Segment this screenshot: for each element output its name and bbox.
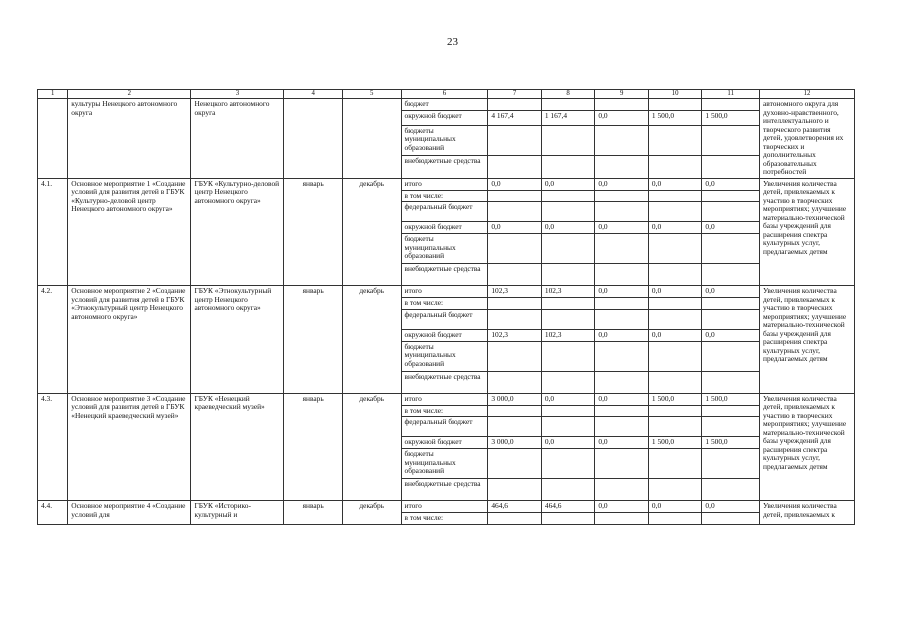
end-month: декабрь	[342, 286, 401, 394]
funding-value	[488, 309, 542, 329]
column-number-header: 8	[541, 90, 595, 99]
activity-number	[38, 99, 68, 179]
funding-value	[648, 417, 702, 437]
column-number-header: 6	[401, 90, 488, 99]
funding-value	[702, 125, 760, 156]
funding-source-label: бюджет	[401, 99, 488, 111]
funding-value	[702, 190, 760, 202]
funding-value: 0,0	[488, 178, 542, 190]
funding-value	[488, 125, 542, 156]
funding-value	[595, 513, 649, 525]
funding-value	[702, 156, 760, 178]
funding-value: 0,0	[648, 329, 702, 341]
funding-value	[488, 99, 542, 111]
funding-value: 3 000,0	[488, 393, 542, 405]
funding-value: 0,0	[595, 286, 649, 298]
table-row	[38, 393, 855, 405]
funding-value: 0,0	[702, 222, 760, 234]
funding-value	[702, 479, 760, 501]
start-month: январь	[284, 393, 343, 501]
funding-source-label: итого	[401, 501, 488, 513]
funding-value: 0,0	[702, 286, 760, 298]
funding-value	[595, 202, 649, 222]
start-month: январь	[284, 501, 343, 525]
executor: Ненецкого автономного округа	[191, 99, 284, 179]
funding-source-label: в том числе:	[401, 513, 488, 525]
end-month	[342, 99, 401, 179]
funding-value	[595, 371, 649, 393]
funding-value	[541, 341, 595, 371]
funding-value: 4 167,4	[488, 111, 542, 125]
funding-value	[702, 449, 760, 479]
funding-value	[595, 479, 649, 501]
funding-value	[648, 190, 702, 202]
start-month: январь	[284, 286, 343, 394]
funding-value	[488, 449, 542, 479]
activity-number: 4.3.	[38, 393, 68, 501]
funding-value	[648, 234, 702, 264]
funding-source-label: бюджеты муниципальных образований	[401, 125, 488, 156]
funding-value: 3 000,0	[488, 437, 542, 449]
funding-value	[648, 405, 702, 417]
funding-value: 0,0	[648, 178, 702, 190]
funding-value	[595, 234, 649, 264]
funding-value: 0,0	[648, 286, 702, 298]
funding-value: 102,3	[488, 329, 542, 341]
funding-source-label: бюджеты муниципальных образований	[401, 449, 488, 479]
funding-value	[488, 298, 542, 310]
funding-value: 0,0	[595, 111, 649, 125]
funding-value	[541, 298, 595, 310]
funding-value	[648, 479, 702, 501]
funding-value	[702, 309, 760, 329]
table-row	[38, 178, 855, 190]
funding-source-label: внебюджетные средства	[401, 371, 488, 393]
funding-value	[702, 202, 760, 222]
executor: ГБУК «Культурно-деловой центр Ненецкого автономного округа»	[191, 178, 284, 286]
funding-source-label: федеральный бюджет	[401, 202, 488, 222]
funding-value	[702, 513, 760, 525]
funding-source-label: итого	[401, 178, 488, 190]
executor: ГБУК «Ненецкий краеведческий музей»	[191, 393, 284, 501]
funding-value: 1 500,0	[648, 437, 702, 449]
funding-source-label: федеральный бюджет	[401, 417, 488, 437]
funding-value	[702, 341, 760, 371]
expected-result: автономного округа для духовно-нравственного, интеллектуального и творческого развития детей, удовлетворения их творческих и дополнительных образовательных потребностей	[759, 99, 854, 179]
funding-value: 0,0	[648, 501, 702, 513]
funding-value: 1 500,0	[702, 437, 760, 449]
funding-source-label: внебюджетные средства	[401, 264, 488, 286]
column-number-header: 11	[702, 90, 760, 99]
start-month: январь	[284, 178, 343, 286]
funding-value	[488, 513, 542, 525]
executor: ГБУК «Этнокультурный центр Ненецкого автономного округа»	[191, 286, 284, 394]
activity-number: 4.1.	[38, 178, 68, 286]
funding-value	[595, 449, 649, 479]
end-month: декабрь	[342, 393, 401, 501]
funding-value	[648, 264, 702, 286]
column-number-header: 7	[488, 90, 542, 99]
funding-value: 0,0	[595, 329, 649, 341]
funding-value	[648, 99, 702, 111]
activity-number: 4.2.	[38, 286, 68, 394]
funding-source-label: бюджеты муниципальных образований	[401, 234, 488, 264]
expected-result: Увеличения количества детей, привлекаемых к участию в творческих мероприятиях; улучшение материально-технической базы учреждений для расширения спектра культурных услуг, предлагаемых детям	[759, 178, 854, 286]
funding-value	[702, 417, 760, 437]
funding-value	[702, 99, 760, 111]
funding-value	[541, 513, 595, 525]
funding-source-label: итого	[401, 286, 488, 298]
funding-source-label: в том числе:	[401, 298, 488, 310]
funding-value: 1 500,0	[702, 111, 760, 125]
funding-value: 0,0	[595, 437, 649, 449]
funding-value	[702, 371, 760, 393]
funding-value	[702, 264, 760, 286]
funding-value: 1 500,0	[702, 393, 760, 405]
funding-value	[595, 417, 649, 437]
funding-source-label: в том числе:	[401, 190, 488, 202]
funding-value	[541, 202, 595, 222]
funding-value: 464,6	[541, 501, 595, 513]
page-number: 23	[447, 36, 458, 48]
end-month: декабрь	[342, 178, 401, 286]
funding-value: 0,0	[488, 222, 542, 234]
funding-value	[488, 234, 542, 264]
funding-value: 0,0	[702, 178, 760, 190]
funding-value	[648, 371, 702, 393]
funding-value	[541, 405, 595, 417]
column-number-header: 5	[342, 90, 401, 99]
funding-value	[648, 298, 702, 310]
funding-value	[488, 190, 542, 202]
funding-value	[488, 202, 542, 222]
funding-value	[648, 202, 702, 222]
funding-value	[488, 479, 542, 501]
funding-source-label: бюджеты муниципальных образований	[401, 341, 488, 371]
funding-value	[541, 479, 595, 501]
column-number-header: 4	[284, 90, 343, 99]
funding-value	[541, 449, 595, 479]
funding-value	[648, 341, 702, 371]
funding-value	[595, 156, 649, 178]
funding-value	[541, 190, 595, 202]
funding-value: 0,0	[541, 178, 595, 190]
executor: ГБУК «Историко-культурный и	[191, 501, 284, 525]
funding-value	[541, 156, 595, 178]
funding-source-label: окружной бюджет	[401, 329, 488, 341]
funding-value: 1 500,0	[648, 393, 702, 405]
funding-value: 0,0	[595, 393, 649, 405]
funding-value	[595, 99, 649, 111]
funding-value	[541, 417, 595, 437]
column-number-header: 1	[38, 90, 68, 99]
funding-value	[488, 341, 542, 371]
funding-value: 0,0	[541, 393, 595, 405]
table-row	[38, 501, 855, 513]
funding-value	[702, 405, 760, 417]
funding-value	[488, 417, 542, 437]
funding-source-label: окружной бюджет	[401, 222, 488, 234]
funding-value	[595, 264, 649, 286]
funding-value: 1 167,4	[541, 111, 595, 125]
funding-value: 0,0	[595, 501, 649, 513]
funding-value	[541, 264, 595, 286]
program-table	[37, 89, 855, 525]
funding-source-label: внебюджетные средства	[401, 156, 488, 178]
funding-value: 1 500,0	[648, 111, 702, 125]
funding-value: 0,0	[702, 501, 760, 513]
activity-name: Основное мероприятие 1 «Создание условий для развития детей в ГБУК «Культурно-деловой центр Ненецкого автономного округа»	[68, 178, 191, 286]
funding-value	[541, 234, 595, 264]
funding-value	[648, 449, 702, 479]
funding-value: 0,0	[541, 222, 595, 234]
funding-value	[702, 234, 760, 264]
funding-value	[648, 309, 702, 329]
start-month	[284, 99, 343, 179]
funding-value	[595, 190, 649, 202]
expected-result: Увеличения количества детей, привлекаемых к участию в творческих мероприятиях; улучшение материально-технической базы учреждений для расширения спектра культурных услуг, предлагаемых детям	[759, 393, 854, 501]
funding-value	[488, 264, 542, 286]
funding-value: 102,3	[541, 286, 595, 298]
funding-value	[648, 156, 702, 178]
funding-value	[541, 309, 595, 329]
funding-value: 0,0	[595, 178, 649, 190]
funding-value	[595, 341, 649, 371]
table-row	[38, 286, 855, 298]
column-number-header: 12	[759, 90, 854, 99]
funding-value	[595, 298, 649, 310]
funding-value: 102,3	[541, 329, 595, 341]
column-number-row	[38, 90, 855, 99]
funding-value	[595, 125, 649, 156]
funding-value	[702, 298, 760, 310]
funding-value	[595, 405, 649, 417]
activity-name: Основное мероприятие 3 «Создание условий для развития детей в ГБУК «Ненецкий краеведческий музей»	[68, 393, 191, 501]
funding-value	[648, 513, 702, 525]
table-row	[38, 99, 855, 111]
funding-value	[541, 99, 595, 111]
funding-value	[595, 309, 649, 329]
funding-value: 0,0	[595, 222, 649, 234]
funding-value	[541, 371, 595, 393]
funding-value: 102,3	[488, 286, 542, 298]
activity-name: Основное мероприятие 4 «Создание условий для	[68, 501, 191, 525]
funding-value: 0,0	[702, 329, 760, 341]
funding-value: 0,0	[648, 222, 702, 234]
funding-value: 464,6	[488, 501, 542, 513]
column-number-header: 3	[191, 90, 284, 99]
expected-result: Увеличения количества детей, привлекаемых к участию в творческих мероприятиях; улучшение материально-технической базы учреждений для расширения спектра культурных услуг, предлагаемых детям	[759, 286, 854, 394]
column-number-header: 10	[648, 90, 702, 99]
activity-name: Основное мероприятие 2 «Создание условий для развития детей в ГБУК «Этнокультурный центр Ненецкого автономного округа»	[68, 286, 191, 394]
expected-result: Увеличения количества детей, привлекаемых к	[759, 501, 854, 525]
funding-source-label: федеральный бюджет	[401, 309, 488, 329]
funding-value	[488, 371, 542, 393]
funding-value	[488, 156, 542, 178]
activity-number: 4.4.	[38, 501, 68, 525]
activity-name: культуры Ненецкого автономного округа	[68, 99, 191, 179]
funding-source-label: в том числе:	[401, 405, 488, 417]
funding-value	[648, 125, 702, 156]
end-month: декабрь	[342, 501, 401, 525]
funding-source-label: окружной бюджет	[401, 437, 488, 449]
funding-source-label: окружной бюджет	[401, 111, 488, 125]
column-number-header: 9	[595, 90, 649, 99]
funding-source-label: итого	[401, 393, 488, 405]
funding-source-label: внебюджетные средства	[401, 479, 488, 501]
funding-value: 0,0	[541, 437, 595, 449]
funding-value	[488, 405, 542, 417]
funding-value	[541, 125, 595, 156]
column-number-header: 2	[68, 90, 191, 99]
